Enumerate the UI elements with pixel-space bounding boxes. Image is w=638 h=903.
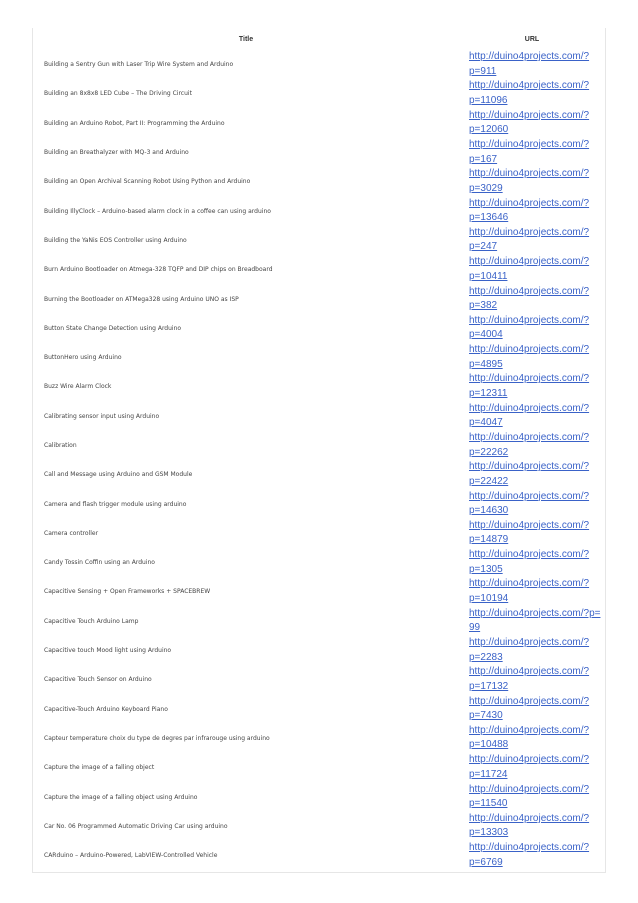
url-line-2: p=13303 [469,827,509,839]
table-row [33,343,605,372]
table-body [33,50,605,870]
url-line-1: http://duino4projects.com/? [469,80,590,92]
table-row [33,577,605,606]
row-url-cell [459,782,605,811]
url-line-1: http://duino4projects.com/? [469,519,590,531]
row-title: Buzz Wire Alarm Clock [44,383,112,391]
url-line-1: http://duino4projects.com/? [469,490,590,502]
row-url-cell [459,167,605,196]
row-title: Capteur temperature choix du type de degres par infrarouge using arduino [44,734,270,742]
links-table [33,28,605,870]
url-line-2: p=10411 [469,270,508,282]
row-url-cell [459,753,605,782]
row-title: Capacitive Touch Arduino Lamp [44,617,139,625]
row-url-link[interactable] [469,79,605,108]
row-url-link[interactable] [469,197,605,226]
url-line-2: p=12060 [469,124,509,136]
row-title: Building the YaNis EOS Controller using Arduino [44,236,187,244]
table-row [33,460,605,489]
url-line-2: p=10194 [469,592,509,604]
table-row [33,255,605,284]
table-row [33,314,605,343]
url-line-1: http://duino4projects.com/? [469,695,590,707]
document-page [32,28,606,873]
row-url-link[interactable] [469,695,605,724]
row-url-link[interactable] [469,753,605,782]
url-line-2: p=911 [469,65,497,77]
row-url-cell [459,372,605,401]
row-title: Camera controller [44,529,99,537]
table-row [33,489,605,518]
row-title: Building a Sentry Gun with Laser Trip Wire System and Arduino [44,61,234,69]
row-url-link[interactable] [469,343,605,372]
row-url-link[interactable] [469,665,605,694]
url-line-1: http://duino4projects.com/? [469,578,590,590]
url-line-1: http://duino4projects.com/? [469,51,590,63]
url-line-2: p=11724 [469,768,508,780]
row-url-link[interactable] [469,460,605,489]
table-row [33,50,605,79]
row-title: Button State Change Detection using Arduino [44,324,182,332]
url-line-1: http://duino4projects.com/? [469,842,590,854]
table-header-row [33,28,605,50]
row-url-link[interactable] [469,167,605,196]
table-row [33,226,605,255]
row-url-cell [459,548,605,577]
row-url-cell [459,226,605,255]
table-row [33,196,605,225]
row-url-link[interactable] [469,50,605,79]
row-url-link[interactable] [469,607,605,636]
url-line-1: http://duino4projects.com/? [469,256,590,268]
row-url-link[interactable] [469,636,605,665]
row-url-cell [459,607,605,636]
url-line-2: p=1305 [469,563,503,575]
table-row [33,548,605,577]
title-column-header: Title [238,35,254,43]
row-url-link[interactable] [469,577,605,606]
row-title: Building IllyClock – Arduino-based alarm clock in a coffee can using arduino [44,207,271,215]
url-line-1: http://duino4projects.com/?p=99 [469,607,601,634]
url-line-1: http://duino4projects.com/? [469,666,590,678]
row-url-link[interactable] [469,402,605,431]
url-line-1: http://duino4projects.com/? [469,197,590,209]
url-line-2: p=14879 [469,534,509,546]
url-line-1: http://duino4projects.com/? [469,812,590,824]
row-url-cell [459,695,605,724]
row-title: Capture the image of a falling object using Arduino [44,793,198,801]
row-title: Capacitive touch Mood light using Arduino [44,647,172,655]
url-line-1: http://duino4projects.com/? [469,432,590,443]
url-line-2: p=13646 [469,212,509,224]
row-url-cell [459,431,605,460]
url-line-2: p=382 [469,300,498,312]
row-title: Burning the Bootloader on ATMega328 using Arduino UNO as ISP [44,295,239,303]
row-url-link[interactable] [469,841,605,870]
url-line-2: p=4047 [469,417,503,429]
row-title: Building an 8x8x8 LED Cube – The Driving Circuit [44,90,192,98]
row-url-link[interactable] [469,724,605,753]
table-row [33,519,605,548]
url-line-1: http://duino4projects.com/? [469,373,590,385]
url-line-1: http://duino4projects.com/? [469,139,590,151]
url-line-1: http://duino4projects.com/? [469,724,590,736]
row-url-cell [459,284,605,313]
row-title: Building an Open Archival Scanning Robot Using Python and Arduino [44,178,251,186]
url-line-2: p=11096 [469,94,508,106]
url-line-2: p=17132 [469,680,509,692]
url-line-2: p=22422 [469,475,509,487]
url-line-2: p=3029 [469,182,503,194]
url-line-1: http://duino4projects.com/? [469,168,590,180]
table-row [33,372,605,401]
row-url-cell [459,636,605,665]
table-row [33,636,605,665]
row-title: Building an Breathalyzer with MQ-3 and Arduino [44,149,189,157]
row-title: Capacitive Touch Sensor on Arduino [44,676,152,684]
row-url-cell [459,489,605,518]
row-url-link[interactable] [469,138,605,167]
url-line-1: http://duino4projects.com/? [469,637,590,649]
table-row [33,284,605,313]
url-line-2: p=4895 [469,358,503,370]
url-line-1: http://duino4projects.com/? [469,344,590,356]
url-line-1: http://duino4projects.com/? [469,314,590,326]
row-url-cell [459,314,605,343]
url-line-1: http://duino4projects.com/? [469,461,590,473]
row-title: Calibrating sensor input using Arduino [44,412,160,420]
url-line-1: http://duino4projects.com/? [469,783,590,795]
row-url-cell [459,812,605,841]
row-title: Burn Arduino Bootloader on Atmega-328 TQFP and DIP chips on Breadboard [44,266,273,274]
row-url-cell [459,255,605,284]
table-row [33,138,605,167]
row-url-link[interactable] [469,548,605,577]
table-row [33,109,605,138]
row-url-cell [459,724,605,753]
row-url-cell [459,402,605,431]
table-row [33,607,605,636]
url-line-2: p=14630 [469,505,509,517]
row-url-cell [459,109,605,138]
url-line-1: http://duino4projects.com/? [469,549,590,561]
row-url-link[interactable] [469,285,605,314]
table-row [33,167,605,196]
url-line-1: http://duino4projects.com/? [469,226,590,238]
url-line-2: p=247 [469,241,498,253]
table-row [33,431,605,460]
row-title: Car No. 06 Programmed Automatic Driving Car using arduino [44,822,228,830]
row-url-cell [459,841,605,870]
row-title: Building an Arduino Robot, Part II: Programming the Arduino [44,119,225,127]
row-url-link[interactable] [469,372,605,401]
url-line-2: p=22262 [469,446,509,458]
table-row [33,695,605,724]
row-title: Capture the image of a falling object [44,764,155,772]
url-line-2: p=6769 [469,856,503,868]
url-line-1: http://duino4projects.com/? [469,402,590,414]
row-url-link[interactable] [469,783,605,812]
url-column-header: URL [524,35,540,43]
url-line-2: p=12311 [469,387,508,399]
url-line-2: p=11540 [469,798,508,810]
url-line-2: p=7430 [469,710,503,722]
table-row [33,782,605,811]
url-line-2: p=167 [469,153,498,165]
row-url-link[interactable] [469,109,605,138]
row-title: ButtonHero using Arduino [44,354,122,362]
row-url-link[interactable] [469,519,605,548]
table-row [33,812,605,841]
row-title: Capacitive Sensing + Open Frameworks + SPACEBREW [44,588,211,596]
row-title: Calibration [44,442,77,449]
table-row [33,724,605,753]
row-title: Camera and flash trigger module using arduino [44,500,187,508]
row-url-cell [459,138,605,167]
row-title: Call and Message using Arduino and GSM Module [44,471,193,479]
row-url-link[interactable] [469,490,605,519]
url-line-1: http://duino4projects.com/? [469,754,590,766]
row-url-cell [459,343,605,372]
table-row [33,402,605,431]
url-line-2: p=10488 [469,739,509,751]
row-title: Capacitive-Touch Arduino Keyboard Piano [44,705,168,713]
row-url-link[interactable] [469,431,605,460]
row-url-link[interactable] [469,255,605,284]
row-url-cell [459,665,605,694]
url-line-1: http://duino4projects.com/? [469,109,590,121]
url-line-1: http://duino4projects.com/? [469,285,590,297]
row-url-cell [459,460,605,489]
row-url-link[interactable] [469,812,605,841]
row-title: CARduino – Arduino-Powered, LabVIEW-Controlled Vehicle [44,852,218,860]
row-url-link[interactable] [469,226,605,255]
url-line-2: p=2283 [469,651,503,663]
table-row [33,841,605,870]
row-title: Candy Tossin Coffin using an Arduino [44,559,155,567]
row-url-link[interactable] [469,314,605,343]
table-row [33,79,605,108]
row-url-cell [459,79,605,108]
row-url-cell [459,519,605,548]
url-line-2: p=4004 [469,329,503,341]
row-url-cell [459,50,605,79]
row-url-cell [459,577,605,606]
row-url-cell [459,196,605,225]
table-row [33,753,605,782]
table-row [33,665,605,694]
